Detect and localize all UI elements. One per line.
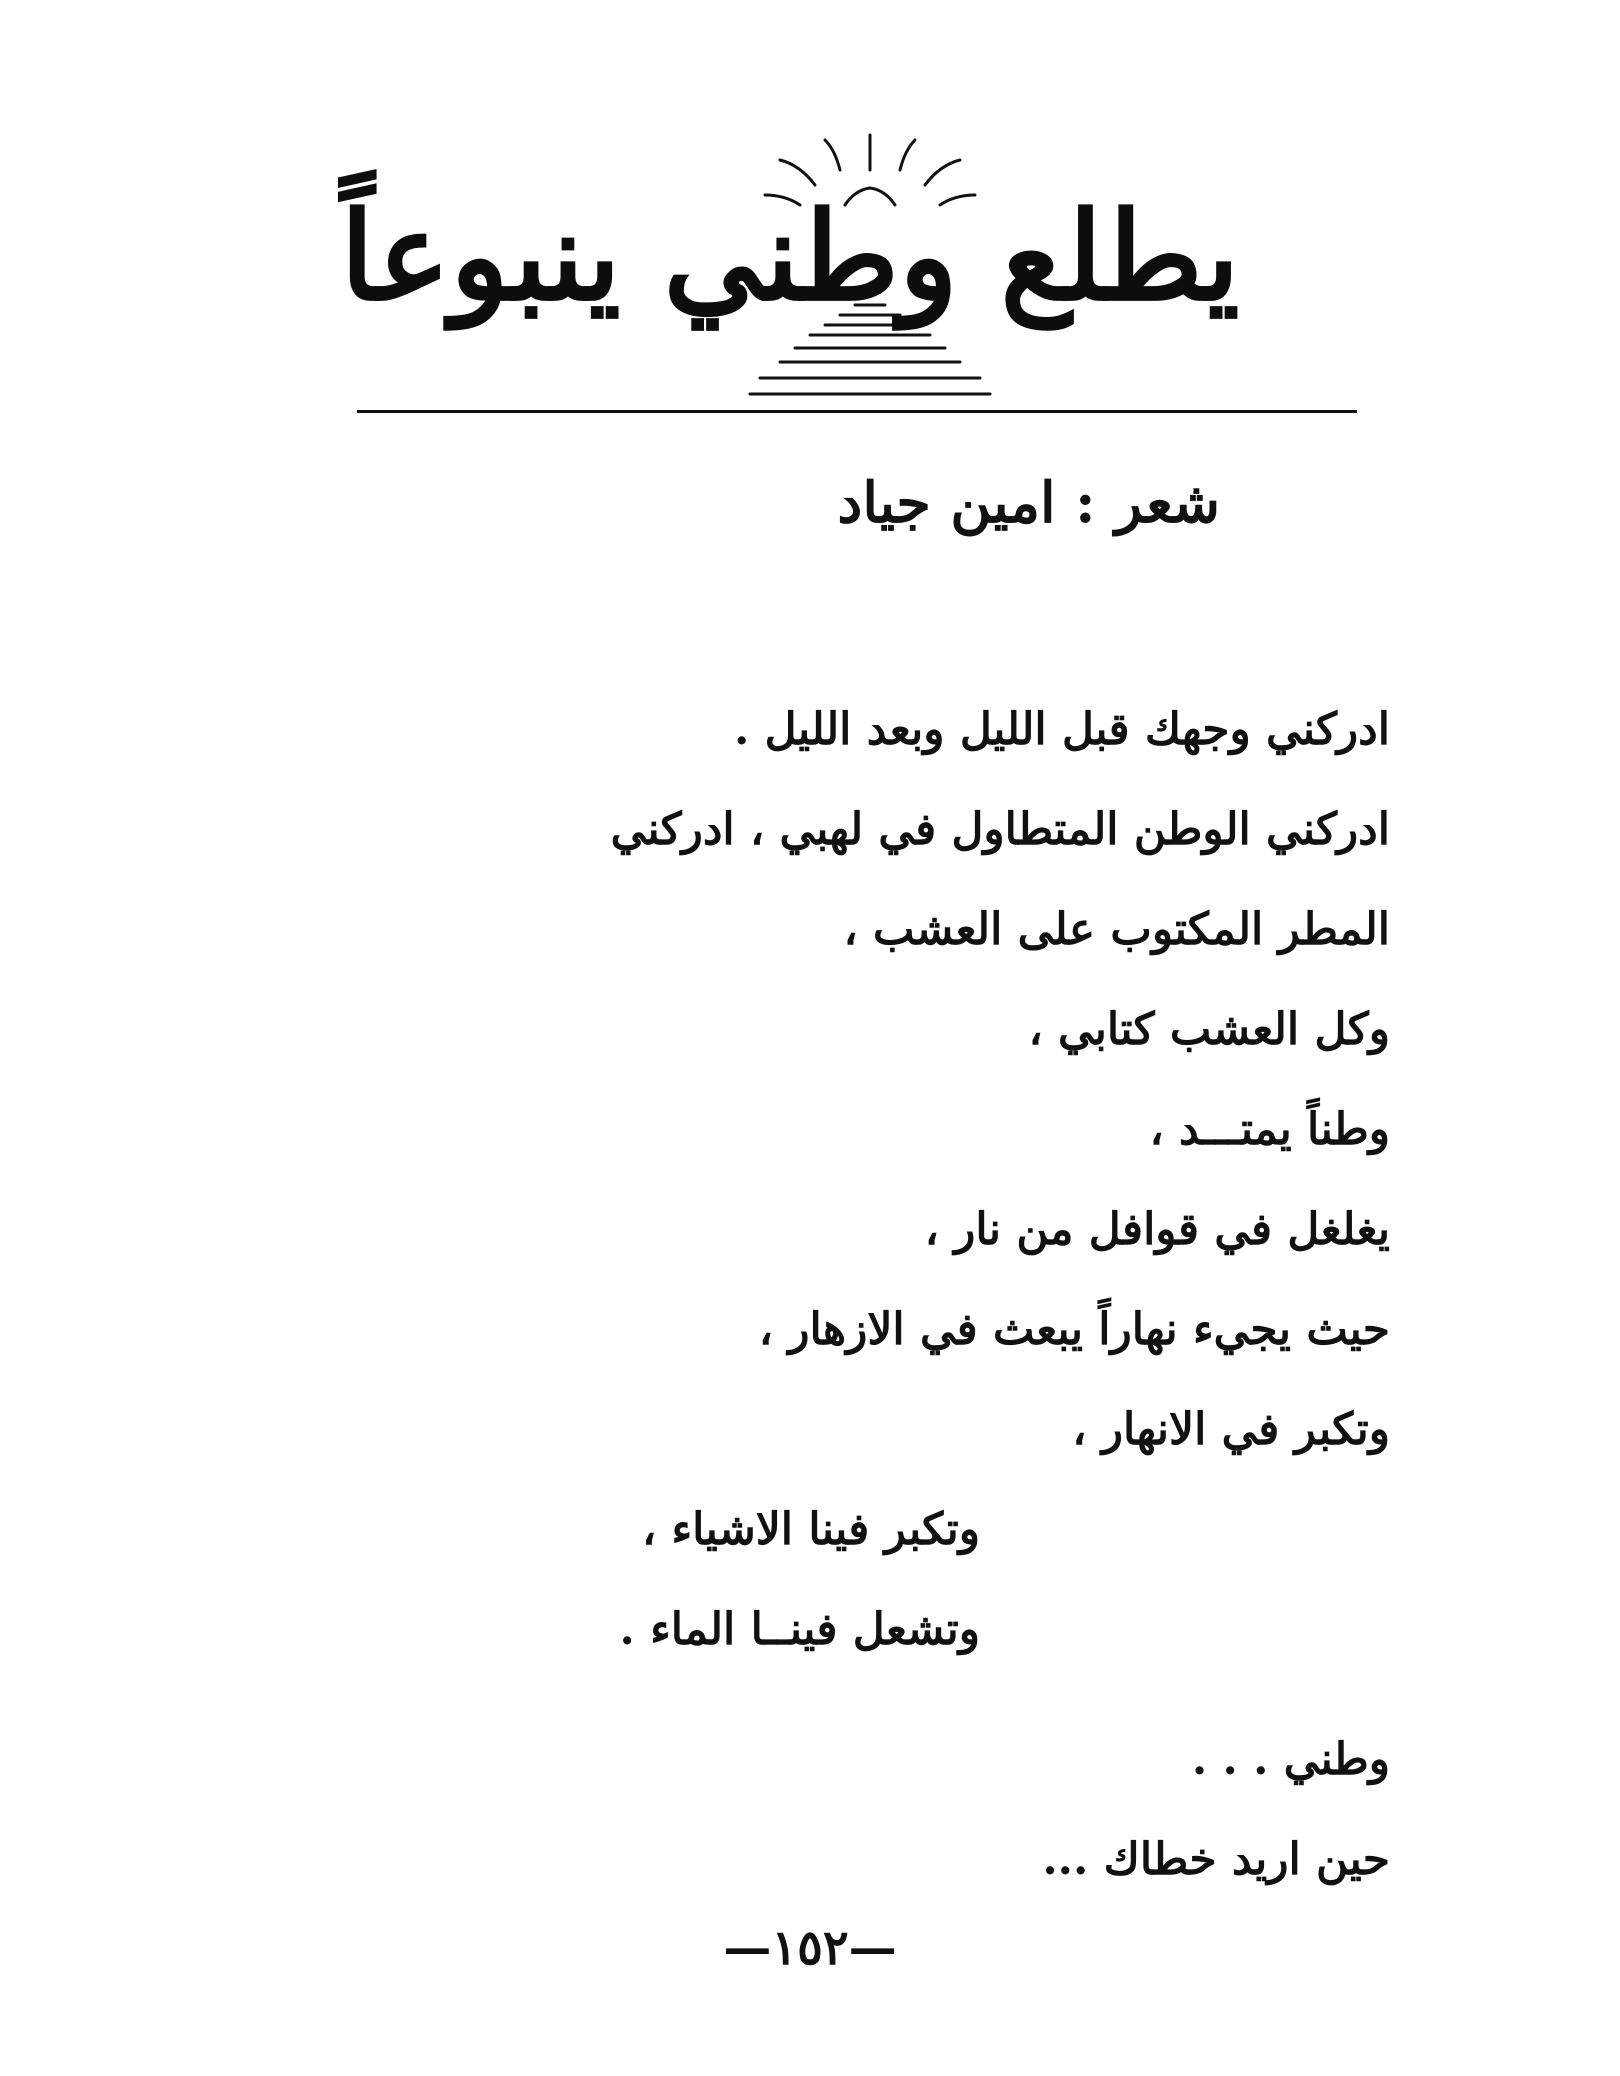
poem-line-indented: وتشعل فينــا الماء . <box>619 1604 980 1655</box>
poem-line: يغلغل في قوافل من نار ، <box>924 1204 1390 1255</box>
title-divider <box>357 410 1357 413</box>
poem-line: وكل العشب كتابي ، <box>1028 1004 1390 1055</box>
poem-line: حين اريد خطاك ... <box>1042 1834 1390 1885</box>
page-number: —١٥٢— <box>723 1920 897 1976</box>
author-line: شعر : امين جياد <box>837 470 1220 536</box>
poem-line: ادركني الوطن المتطاول في لهبي ، ادركني <box>610 804 1390 855</box>
stanza-gap <box>260 1680 1390 1710</box>
poem-line: وتكبر في الانهار ، <box>1072 1404 1390 1455</box>
poem-body <box>260 680 1390 1910</box>
poem-line: وطناً يمتـــد ، <box>1149 1104 1390 1155</box>
poem-line: المطر المكتوب على العشب ، <box>843 904 1390 955</box>
poem-line: وطني . . . <box>1191 1734 1390 1785</box>
poem-line: ادركني وجهك قبل الليل وبعد الليل . <box>733 704 1390 755</box>
page-title: يطلع وطني ينبوعاً <box>340 184 1240 328</box>
title-block <box>200 110 1380 400</box>
poem-line-indented: وتكبر فينا الاشياء ، <box>641 1504 980 1555</box>
poem-line: حيث يجيء نهاراً يبعث في الازهار ، <box>758 1304 1390 1355</box>
